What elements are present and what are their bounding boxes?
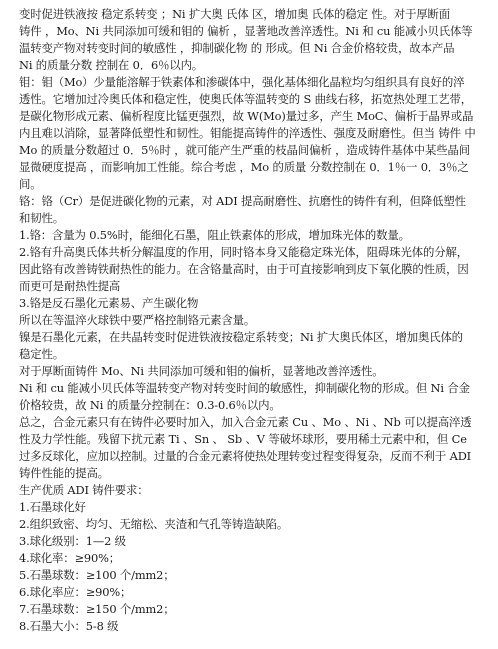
text-line: 7.石墨球数：≥150 个/mm2； bbox=[19, 602, 175, 616]
text-line: 稳定性。 bbox=[19, 347, 64, 361]
text-line: 变时促进铁液按 稳定系转变 ；Ni 扩大奥 氏体 区，增加奥 氏体的稳定 性。对于厚断面 bbox=[19, 7, 451, 21]
text-line: 所以在等温淬火球铁中要严格控制铬元素含量。 bbox=[19, 313, 256, 327]
text-line: 温转变产物对转变时间的敏感性 ，抑制碳化物 的 形成。但 Ni 合金价格较贵，故本产品 bbox=[19, 41, 455, 55]
text-line: 过多反球化，应加以控制。过量的合金元素将使热处理转变过程变得复杂，反而不利于 ADI bbox=[19, 449, 472, 463]
text-line: 和韧性。 bbox=[19, 211, 64, 225]
text-line: 钼：钼（Mo）少量能溶解于铁素体和渗碳体中，强化基体细化晶粒均匀组织具有良好的淬 bbox=[19, 75, 465, 89]
text-line: 铸件 ，Mo、Ni 共同添加可缓和钼的 偏析 ，显著地改善淬透性。Ni 和 cu 能减小贝氏体等 bbox=[19, 24, 473, 38]
text-line: 铸件性能的提高。 bbox=[19, 466, 109, 480]
text-line: 价格较贵，故 Ni 的质量分控制在：0.3-0.6％以内。 bbox=[19, 398, 281, 412]
text-line: 8.石墨大小：5-8 级 bbox=[19, 619, 119, 633]
text-line: Ni 和 cu 能减小贝氏体等温转变产物对转变时间的敏感性，抑制碳化物的形成。但 Ni 合金 bbox=[19, 381, 470, 395]
text-line: 3.球化级别：1—2 级 bbox=[19, 534, 126, 548]
text-line: 4.球化率：≥90%； bbox=[19, 551, 121, 565]
text-line: 对于厚断面铸件 Mo、Ni 共同添加可缓和钼的偏析，显著地改善淬透性。 bbox=[19, 364, 384, 378]
text-line: 6.球化率应：≥90%； bbox=[19, 585, 132, 599]
text-line: 因此铬有改善铸铁耐热性的能力。在含铬量高时，由于可直接影响到皮下氧化膜的性质，因 bbox=[19, 262, 469, 276]
text-line: 1.石墨球化好 bbox=[19, 500, 86, 514]
text-line: 生产优质 ADI 铸件要求： bbox=[19, 483, 149, 497]
text-line: 显微硬度提高 ，而影响加工性能。综合考虑 ，Mo 的质量 分数控制在 0．1％一 0．3％之 bbox=[19, 160, 469, 174]
text-line: 而更可是耐热性提高 bbox=[19, 279, 121, 293]
text-line: 3.铬是反石墨化元素易、产生碳化物 bbox=[19, 296, 199, 310]
text-line: 2.铬有升高奥氏体共析分解温度的作用，同时铬本身又能稳定珠光体，阻碍珠光体的分解， bbox=[19, 245, 468, 259]
text-line: 透性。它增加过冷奥氏体和稳定性，使奥氏体等温转变的 S 曲线右移，拓宽热处理工艺带， bbox=[19, 92, 472, 106]
text-line: 总之，合金元素只有在铸件必要时加入，加入合金元素 Cu 、Mo 、Ni 、Nb 可以提高淬透 bbox=[19, 415, 472, 429]
text-line: 1.铬：含量为 0.5%时，能细化石墨，阻止铁素体的形成，增加珠光体的数量。 bbox=[19, 228, 410, 242]
text-line: 5.石墨球数：≥100 个/mm2； bbox=[19, 568, 175, 582]
text-line: 间。 bbox=[19, 177, 42, 191]
text-line: Ni 的质量分数 控制在 0．6％以内。 bbox=[19, 58, 204, 72]
text-line: 是碳化物形成元素、偏析程度比锰更强烈，故 W(Mo)量过多，产生 MoC、偏析于晶界或晶 bbox=[19, 109, 474, 123]
text-line: Mo 的质量分数超过 0．5％时 ，就可能产生严重的枝晶间偏析 ，造成铸件基体中某些晶间 bbox=[19, 143, 470, 157]
text-line: 内且难以消除，显著降低塑性和韧性。钼能提高铸件的淬透性、强度及耐磨性。但当 铸件 中 bbox=[19, 126, 476, 140]
text-line: 铬：铬（Cr）是促进碳化物的元素，对 ADI 提高耐磨性、抗磨性的铸件有利，但降低塑性 bbox=[19, 194, 466, 208]
text-line: 性及力学性能。残留下扰元素 Ti 、Sn 、 Sb 、V 等破坏球形，要用稀土元素中和，但 Ce bbox=[19, 432, 467, 446]
text-line: 2.组织致密、均匀、无缩松、夹渣和气孔等铸造缺陷。 bbox=[19, 517, 289, 531]
text-line: 镍是石墨化元素，在共晶转变时促进铁液按稳定系转变；Ni 扩大奥氏体区，增加奥氏体的 bbox=[19, 330, 463, 344]
